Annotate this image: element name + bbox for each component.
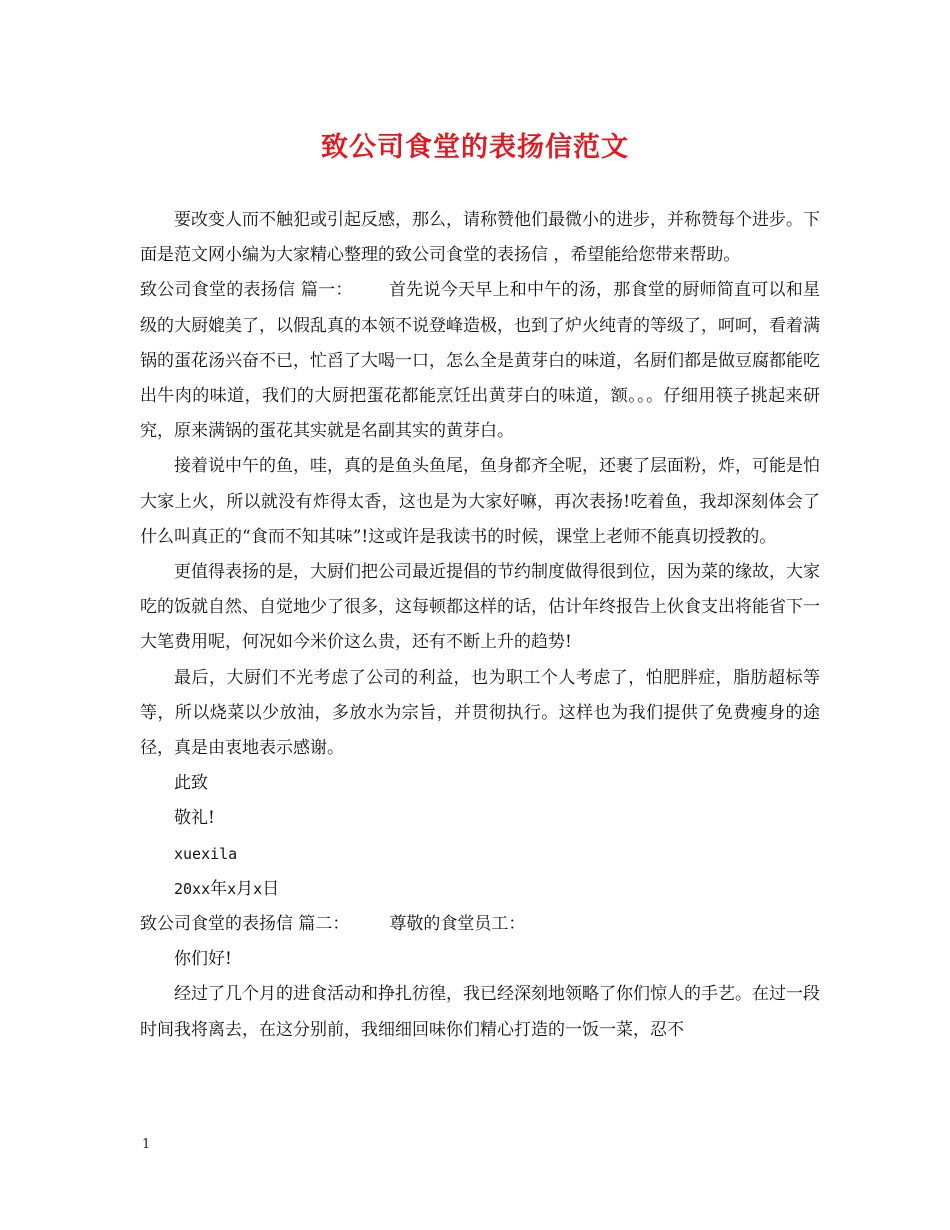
letter1-date bbox=[140, 872, 820, 907]
date-year-char: 年 bbox=[210, 878, 228, 899]
date-month: x bbox=[227, 879, 237, 898]
letter1-closing-2: 敬礼! bbox=[174, 808, 215, 829]
letter1-paragraph-4: 最后，大厨们不光考虑了公司的利益，也为职工个人考虑了，怕肥胖症，脂肪超标等等，所以烧菜以少放油，多放水为宗旨，并贯彻执行。这样也为我们提供了免费瘦身的途径，真是由衷地表示感谢。 bbox=[140, 667, 820, 759]
page-number: 1 bbox=[142, 1137, 151, 1152]
letter1-first-paragraph bbox=[140, 273, 820, 449]
date-month-char: 月 bbox=[236, 878, 254, 899]
letter2-salutation: 尊敬的食堂员工： bbox=[389, 914, 526, 935]
document-title: 致公司食堂的表扬信范文 bbox=[321, 132, 629, 163]
date-day-char: 日 bbox=[262, 878, 280, 899]
letter2-greeting: 你们好! bbox=[174, 949, 232, 970]
intro-paragraph: 要改变人而不触犯或引起反感，那么，请称赞他们最微小的进步，并称赞每个进步。下面是范文网小编为大家精心整理的致公司食堂的表扬信 ，希望能给您带来帮助。 bbox=[140, 210, 820, 266]
letter1-heading: 致公司食堂的表扬信 篇一： bbox=[140, 280, 353, 301]
date-year: 20xx bbox=[174, 879, 211, 898]
letter1-paragraph-2: 接着说中午的鱼，哇，真的是鱼头鱼尾，鱼身都齐全呢，还裹了层面粉，炸，可能是怕大家上火，所以就没有炸得太香，这也是为大家好嘛，再次表扬!吃着鱼，我却深刻体会了什么叫真正的“食而不知其味”!这或许是我读书的时候，课堂上老师不能真切授教的。 bbox=[140, 456, 820, 547]
letter1-closing-1: 此致 bbox=[174, 773, 208, 794]
date-day: x bbox=[253, 879, 263, 898]
letter1-signature bbox=[140, 837, 820, 872]
signature-text: xuexila bbox=[174, 844, 238, 863]
letter2-paragraph-1: 经过了几个月的进食活动和挣扎彷徨，我已经深刻地领略了你们惊人的手艺。在过一段时间我将离去，在这分别前，我细细回味你们精心打造的一饭一菜，忍不 bbox=[140, 984, 820, 1040]
letter2-heading: 致公司食堂的表扬信 篇二： bbox=[140, 914, 350, 935]
document-body bbox=[140, 203, 820, 1048]
letter1-paragraph-3: 更值得表扬的是，大厨们把公司最近提倡的节约制度做得很到位，因为菜的缘故，大家吃的饭就自然、自觉地少了很多，这每顿都这样的话，估计年终报告上伙食支出将能省下一大笔费用呢，何况如今米价这么贵，还有不断上升的趋势! bbox=[140, 562, 820, 653]
letter2-heading-line bbox=[140, 907, 820, 942]
letter1-paragraph-1: 首先说今天早上和中午的汤，那食堂的厨师简直可以和星级的大厨媲美了，以假乱真的本领不说登峰造极，也到了炉火纯青的等级了，呵呵，看着满锅的蛋花汤兴奋不已，忙舀了大喝一口，怎么全是黄芽白的味道，名厨们都是做豆腐都能吃出牛肉的味道，我们的大厨把蛋花都能烹饪出黄芽白的味道，额。。。仔细用筷子挑起来研究，原来满锅的蛋花其实就是名副其实的黄芽白。 bbox=[140, 280, 820, 442]
